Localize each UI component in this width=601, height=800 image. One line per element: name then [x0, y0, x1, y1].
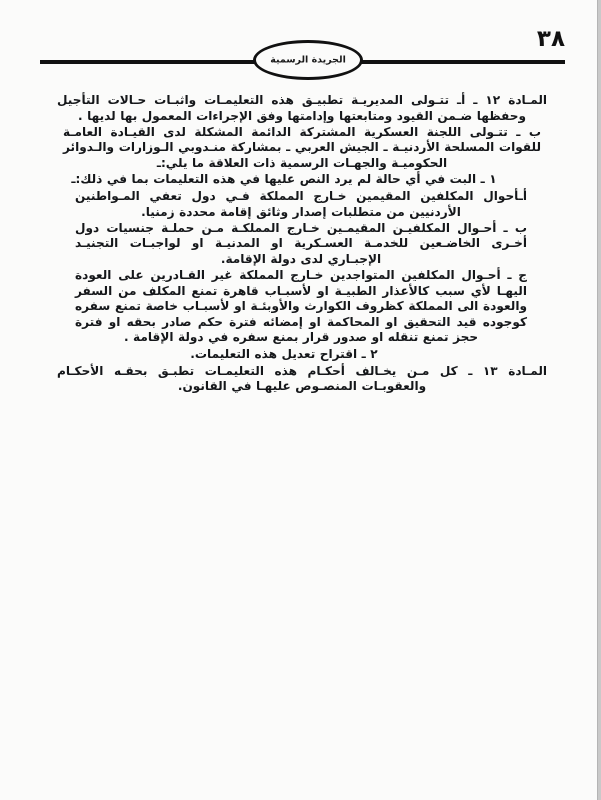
- header-rule-left: [40, 60, 265, 64]
- gazette-stamp-ellipse: [253, 40, 363, 80]
- paragraph-item-1-b: ب ـ أحـوال المكلفيـن المقيمـين خـارج المملكـة مـن حملـة جنسيات دول أخـرى الخاضـعين للخدمـة العسـكرية او المدنيـة او لواجبـات التجنيـد الإجبـاري لدى دولة الإقامة.: [75, 220, 527, 266]
- blank-page-area: [0, 440, 601, 800]
- document-body: [55, 93, 547, 395]
- gazette-stamp-label: الجريدة الرسمية: [270, 54, 346, 65]
- paragraph-item-1: ١ ـ البت في أي حالة لم يرد النص عليها في هذه التعليمات بما في ذلك:ـ: [71, 171, 497, 186]
- paragraph-article-13: المـادة ١٣ ـ كل مـن يخـالف أحكـام هذه التعليمـات تطبـق بحقـه الأحكـام والعقوبـات المنصـوص عليهـا في القانون.: [57, 363, 548, 394]
- paragraph-article-12-a: المـادة ١٢ ـ أـ تتـولى المديريـة تطبيـق هذه التعليمـات واثبـات حـالات التأجيل وحفظها ضـمن القيود ومتابعتها وإدامتها وفق الإجراءات المعمول بها لديها .: [57, 93, 548, 123]
- page-header: [0, 26, 601, 88]
- paragraph-item-2: ٢ ـ اقتراح تعديل هذه التعليمات.: [190, 346, 378, 361]
- header-rule-right: [352, 60, 565, 64]
- paragraph-item-1-c: ج ـ أحـوال المكلفين المتواجدين خـارج المملكة غير القـادرين على العودة اليهـا لأي سبب كالأعذار الطبيـة او لأسبـاب قاهرة تمنع المكلف من السفر والعودة الى المملكة كظروف الكوارث والأوبئـة او لأسبـاب خاصة تمنع سفره كوجوده قيد التحقيق او المحاكمة او إمضائه فترة حكم صادر بحقه او فترة حجز تمنع تنقله او صدور قرار بمنع سفره في دولة الإقامة .: [75, 268, 527, 345]
- paragraph-article-12-b: ب ـ تتـولى اللجنة العسكرية المشتركة الدائمة المشكلة لدى القيـادة العامـة للقوات المسلحة الأردنيـة ـ الجيش العربي ـ بمشاركة منـدوبي الـوزارات والـدوائر الحكوميـة والجهـات الرسمية ذات العلاقة ما يلي:ـ: [63, 124, 541, 170]
- page-number: ٣٨: [536, 26, 565, 52]
- paragraph-item-1-a: أـأحوال المكلفين المقيمين خـارج المملكة فـي دول تعفي المـواطنين الأردنيين من متطلبات إصدار وثائق إقامة محددة زمنيا.: [75, 189, 527, 219]
